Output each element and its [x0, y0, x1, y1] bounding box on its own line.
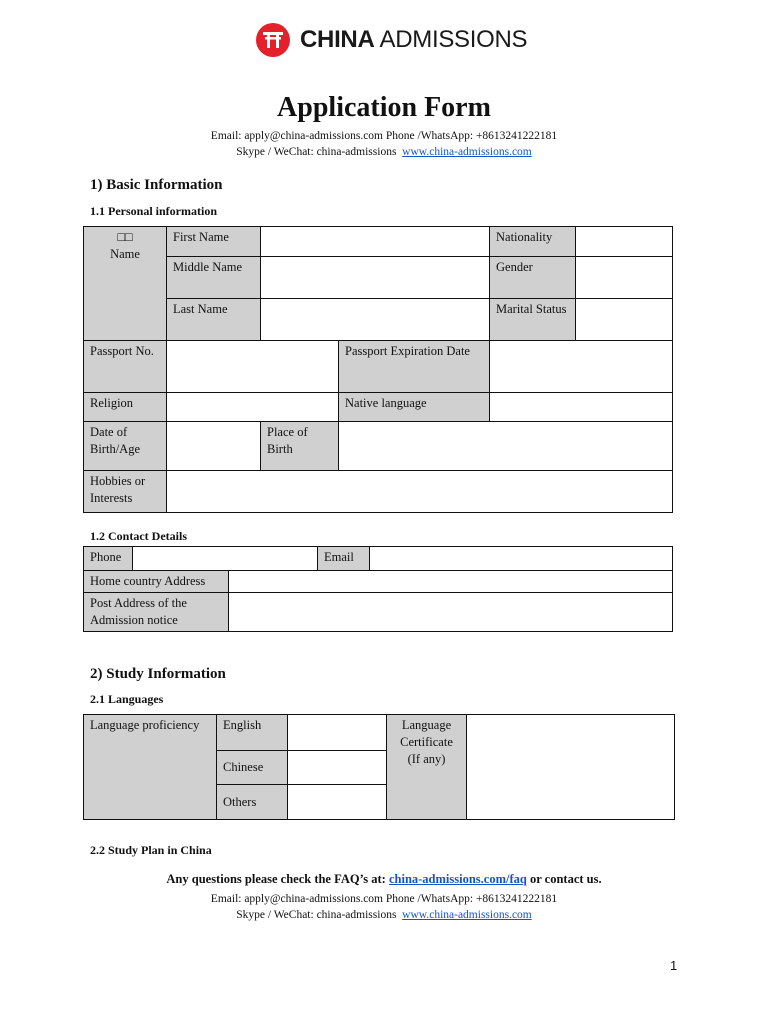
footer-contact-line-1: Email: apply@china-admissions.com Phone /WhatsApp: +8613241222181 [210, 893, 558, 905]
marital-status-label: Marital Status [490, 299, 576, 341]
passport-expiration-field[interactable] [490, 341, 673, 393]
post-address-field[interactable] [229, 593, 673, 632]
contact-line-1: Email: apply@china-admissions.com Phone /WhatsApp: +8613241222181 [210, 130, 558, 142]
phone-label: Phone [84, 547, 133, 571]
faq-link[interactable]: china-admissions.com/faq [388, 872, 527, 886]
home-address-field[interactable] [229, 571, 673, 593]
subheading-contact-details: 1.2 Contact Details [90, 529, 187, 543]
subheading-study-plan: 2.2 Study Plan in China [90, 843, 212, 857]
subheading-personal-info: 1.1 Personal information [90, 204, 217, 218]
language-certificate-label: Language Certificate (If any) [387, 715, 467, 820]
religion-field[interactable] [167, 393, 339, 422]
home-address-label: Home country Address [84, 571, 229, 593]
footer-website-link[interactable]: www.china-admissions.com [402, 909, 532, 921]
marital-status-field[interactable] [576, 299, 673, 341]
nationality-label: Nationality [490, 227, 576, 257]
gender-label: Gender [490, 257, 576, 299]
passport-expiration-label: Passport Expiration Date [339, 341, 490, 393]
languages-table [83, 714, 675, 820]
section-heading-basic-info: 1) Basic Information [90, 177, 223, 193]
english-field[interactable] [288, 715, 387, 751]
email-field[interactable] [370, 547, 673, 571]
hobbies-field[interactable] [167, 471, 673, 513]
last-name-label: Last Name [167, 299, 261, 341]
last-name-field[interactable] [261, 299, 490, 341]
others-label: Others [217, 785, 288, 820]
faq-notice: Any questions please check the FAQ’s at: china-admissions.com/faq or contact us. [166, 872, 602, 886]
native-language-field[interactable] [490, 393, 673, 422]
chinese-field[interactable] [288, 751, 387, 785]
footer-contact-line-2: Skype / WeChat: china-admissions www.china-admissions.com [236, 909, 532, 921]
middle-name-field[interactable] [261, 257, 490, 299]
china-admissions-logo [256, 22, 527, 58]
photo-placeholder-glyph: □□ [117, 230, 133, 244]
subheading-languages: 2.1 Languages [90, 692, 164, 706]
passport-no-label: Passport No. [84, 341, 167, 393]
name-label: Name [110, 247, 140, 261]
email-label: Email [318, 547, 370, 571]
logo-wordmark: CHINA ADMISSIONS [300, 26, 528, 53]
dob-age-field[interactable] [167, 422, 261, 471]
middle-name-label: Middle Name [167, 257, 261, 299]
website-link[interactable]: www.china-admissions.com [402, 146, 532, 158]
nationality-field[interactable] [576, 227, 673, 257]
gender-field[interactable] [576, 257, 673, 299]
first-name-label: First Name [167, 227, 261, 257]
post-address-label: Post Address of the Admission notice [84, 593, 229, 632]
contact-line-2: Skype / WeChat: china-admissions www.china-admissions.com [236, 146, 532, 158]
phone-field[interactable] [133, 547, 318, 571]
dob-age-label: Date of Birth/Age [84, 422, 167, 471]
contact-details-table [83, 546, 673, 632]
logo-torii-icon [256, 23, 290, 57]
others-field[interactable] [288, 785, 387, 820]
hobbies-label: Hobbies or Interests [84, 471, 167, 513]
personal-info-table [83, 226, 673, 513]
first-name-field[interactable] [261, 227, 490, 257]
passport-no-field[interactable] [167, 341, 339, 393]
english-label: English [217, 715, 288, 751]
native-language-label: Native language [339, 393, 490, 422]
chinese-label: Chinese [217, 751, 288, 785]
place-of-birth-field[interactable] [339, 422, 673, 471]
place-of-birth-label: Place of Birth [261, 422, 339, 471]
section-heading-study-info: 2) Study Information [90, 666, 226, 682]
religion-label: Religion [84, 393, 167, 422]
language-certificate-field[interactable] [467, 715, 675, 820]
page-title: Application Form [277, 92, 491, 123]
name-label-cell [84, 227, 167, 341]
language-proficiency-label: Language proficiency [84, 715, 217, 820]
page-number: 1 [670, 958, 678, 973]
